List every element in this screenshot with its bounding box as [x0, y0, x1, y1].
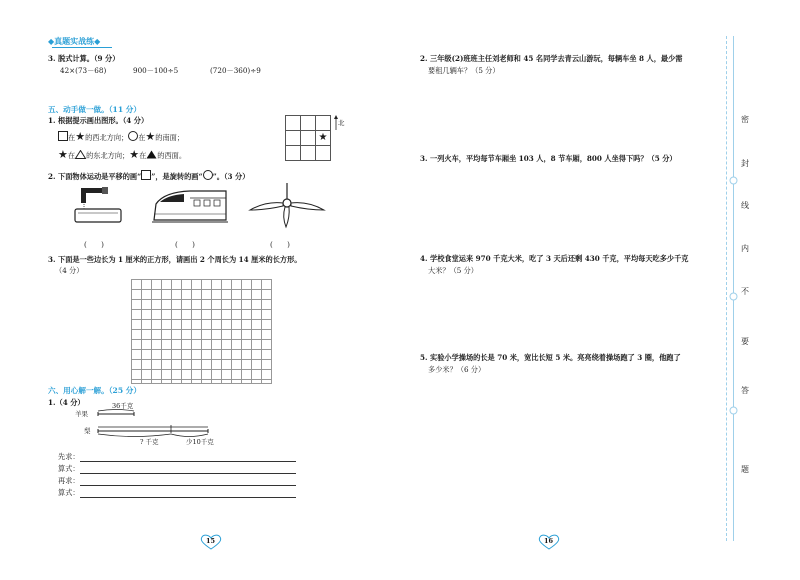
q5-line1: 5. 实验小学操场的长是 70 米，宽比长短 5 米。亮亮绕着操场跑了 3 圈，他跑了 [420, 353, 681, 362]
answer-line[interactable] [80, 473, 296, 474]
star-icon: ★ [75, 130, 86, 143]
square-icon [141, 170, 151, 180]
q4-line1: 4. 学校食堂运来 970 千克大米，吃了 3 天后还剩 430 千克，平均每天吃多少千克 [420, 254, 689, 263]
star-icon: ★ [58, 148, 68, 161]
q5-line2: 多少米？（6 分） [428, 365, 486, 374]
s5-q1-title: 1. 根据提示画出图形。（4 分） [48, 116, 149, 125]
q3-calc-title: 3. 脱式计算。（9 分） [48, 54, 120, 63]
q2-line2: 要租几辆车？（5 分） [428, 66, 500, 75]
s5-q2-title: 2. 下面物体运动是平移的画“ ”，是旋转的画“ ”。（3 分） [48, 172, 250, 181]
s5-q3-line2: （4 分） [55, 266, 84, 275]
seal-circle-icon [729, 406, 738, 415]
sheep-label: 羊果 [75, 410, 88, 418]
calc-expr-3: (720－360)÷9 [210, 66, 261, 75]
direction-grid [285, 115, 331, 161]
q3-line1: 3. 一列火车，平均每节车厢坐 103 人，8 节车厢，800 人坐得下吗？（5 分） [420, 154, 677, 163]
triangle-filled-icon [146, 150, 157, 159]
pear-label: 梨 [84, 427, 91, 435]
north-label: 北 [338, 119, 345, 127]
label-question-kg: ? 千克 [140, 438, 159, 446]
square-dot-grid[interactable] [131, 279, 272, 384]
answer-paren-2[interactable]: ( ) [175, 240, 195, 249]
seal-text-char: 线 [741, 201, 749, 210]
answer-paren-3[interactable]: ( ) [270, 240, 290, 249]
triangle-outline-icon [75, 150, 86, 159]
seal-text-char: 内 [741, 244, 749, 253]
page-number-right: 16 [544, 537, 554, 545]
seal-text-char: 封 [741, 159, 749, 168]
banner-title: ◆真题实战练◆ [48, 36, 101, 46]
star-icon: ★ [316, 131, 331, 146]
circle-icon [128, 131, 138, 141]
circle-icon [203, 170, 213, 180]
answer-paren-1[interactable]: ( ) [84, 240, 104, 249]
seal-text-char: 密 [741, 115, 749, 124]
s5-q1-line1: 在★的西北方向； 在★的南面； [58, 131, 184, 143]
s5-q1-line2: ★在 的东北方向；★在 的西面。 [58, 148, 187, 161]
answer-row-label: 先求： [58, 452, 80, 461]
section5-title: 五、动手做一做。（11 分） [48, 105, 141, 114]
answer-row-label: 算式： [58, 488, 80, 497]
star-icon: ★ [129, 148, 140, 161]
s6-q1-title: 1.（4 分） [48, 398, 85, 407]
answer-line[interactable] [80, 485, 296, 486]
seal-line-dashed [726, 36, 727, 541]
seal-circle-icon [729, 176, 738, 185]
train-picture [150, 186, 230, 226]
ceiling-fan-picture [248, 183, 326, 229]
square-icon [58, 131, 68, 141]
seal-line [733, 36, 734, 541]
faucet-picture [72, 185, 124, 225]
seal-text-char: 答 [741, 386, 749, 395]
calc-expr-2: 900－100÷5 [133, 66, 179, 75]
seal-text-char: 不 [741, 287, 749, 296]
seal-circle-icon [729, 292, 738, 301]
answer-row-label: 再求： [58, 476, 80, 485]
answer-line[interactable] [80, 497, 296, 498]
q4-line2: 大米？（5 分） [428, 266, 478, 275]
star-icon: ★ [145, 130, 156, 143]
answer-row-label: 算式： [58, 464, 80, 473]
s5-q3-line1: 3. 下面是一些边长为 1 厘米的正方形，请画出 2 个周长为 14 厘米的长方形。 [48, 255, 302, 264]
seal-text-char: 题 [741, 465, 749, 474]
seal-text-char: 要 [741, 337, 749, 346]
page-number-left: 15 [206, 537, 216, 545]
label-less-10kg: 少10千克 [186, 438, 214, 446]
answer-line[interactable] [80, 461, 296, 462]
section6-title: 六、用心解一解。（25 分） [48, 386, 141, 395]
banner-underline [52, 47, 112, 48]
label-36kg: 36千克 [112, 402, 134, 410]
q2-line1: 2. 三年级(2)班班主任刘老师和 45 名同学去青云山游玩，每辆车坐 8 人，最少需 [420, 54, 683, 63]
calc-expr-1: 42×(73－68) [60, 66, 107, 75]
